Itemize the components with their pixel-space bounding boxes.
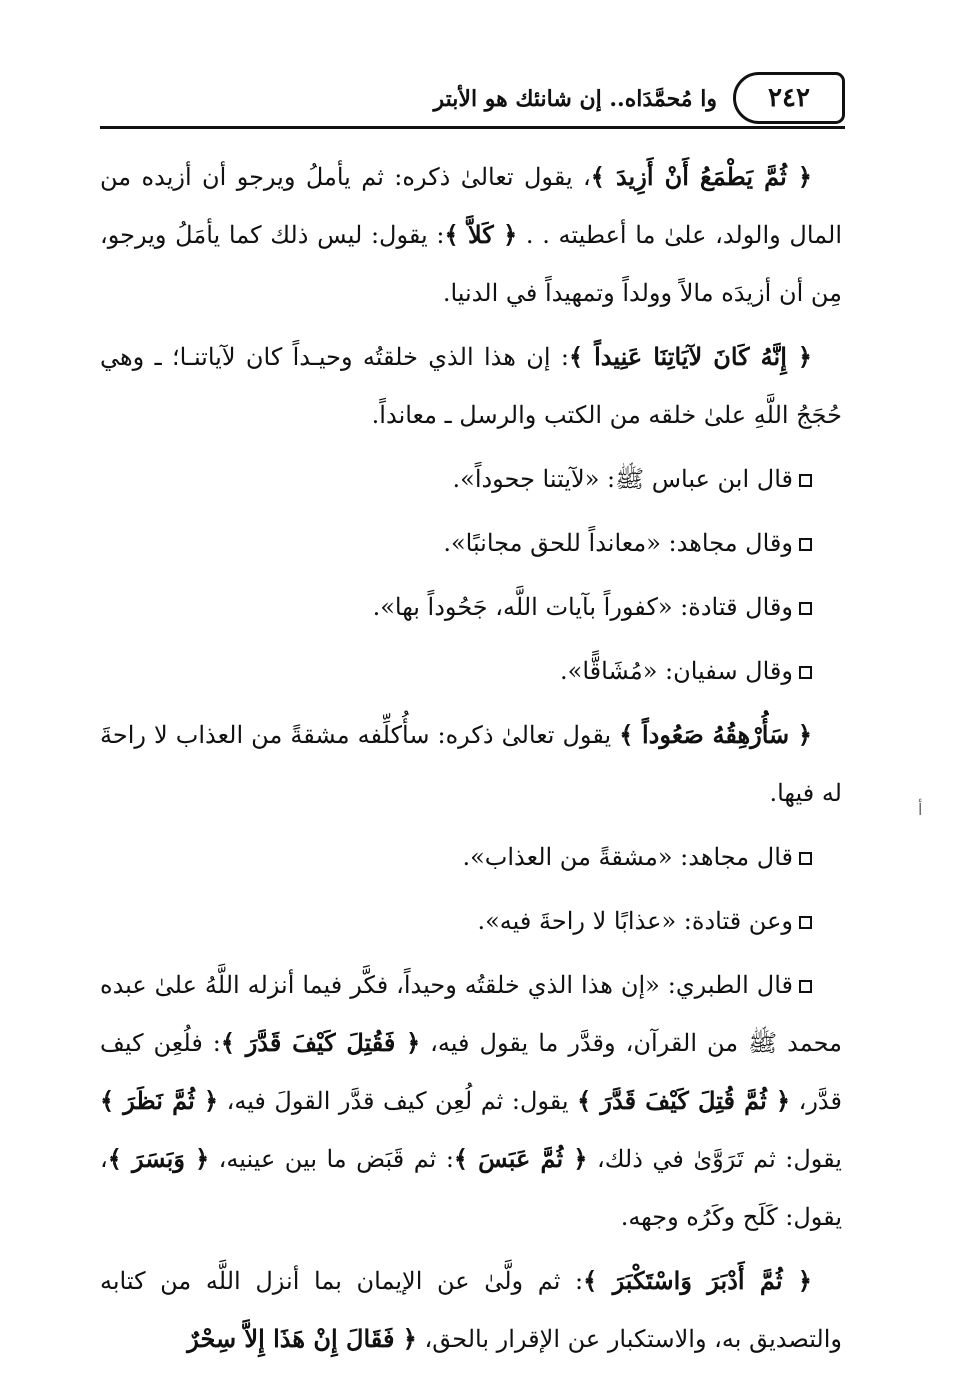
square-bullet-icon	[799, 666, 812, 679]
text-run: : ثم قَبَض ما بين عينيه،	[209, 1145, 454, 1173]
quote-item	[100, 578, 842, 636]
quran-verse: ﴿ سَأُرْهِقُهُ صَعُوداً ﴾	[619, 720, 812, 749]
paragraph	[100, 1252, 842, 1368]
square-bullet-icon	[799, 916, 812, 929]
quote-item	[100, 956, 842, 1246]
text-run: وقال قتادة: «كفوراً بآيات اللَّه، جَحُوداً بها».	[372, 593, 793, 621]
quran-verse: ﴿ ثُمَّ أَدْبَرَ وَاسْتَكْبَرَ ﴾	[583, 1266, 812, 1295]
text-run: ، يقول: كَلَح وكَرُه وجهه.	[100, 1145, 842, 1231]
text-run: وعن قتادة: «عذابًا لا راحةَ فيه».	[477, 907, 793, 935]
text-run: ، يقول تعالىٰ ذكره: ثم يأملُ ويرجو أن أزيده من المال والولد، علىٰ ما أعطيته . .	[100, 163, 842, 249]
quote-item	[100, 450, 842, 508]
paragraph	[100, 148, 842, 322]
quran-verse: ﴿ فَقَالَ إِنْ هَذَا إِلاَّ سِحْرٌ	[187, 1324, 417, 1353]
square-bullet-icon	[799, 980, 812, 993]
header-rule	[100, 126, 845, 129]
running-title: وا مُحمَّدَاه.. إن شانئك هو الأبتر	[433, 86, 717, 112]
text-run: : ثم ولَّىٰ عن الإيمان بما أنزل اللَّه من كتابه والتصديق به، والاستكبار عن الإقرار بالحق،	[100, 1267, 842, 1353]
square-bullet-icon	[799, 538, 812, 551]
paragraph	[100, 328, 842, 444]
text-run: : فلُعِن كيف قدَّر،	[100, 1029, 843, 1115]
quran-verse: ﴿ فَقُتِلَ كَيْفَ قَدَّرَ ﴾	[220, 1028, 421, 1057]
margin-mark: ﺃ	[918, 800, 923, 819]
quran-verse: ﴿ ثُمَّ نَظَرَ ﴾	[100, 1086, 219, 1115]
quran-verse: ﴿ كَلاَّ ﴾	[444, 220, 518, 249]
quran-verse: ﴿ إِنَّهُ كَانَ لآيَاتِنَا عَنِيداً ﴾	[568, 342, 812, 371]
quote-item	[100, 642, 842, 700]
paragraph	[100, 706, 842, 822]
text-run: يقول: ثم لُعِن كيف قدَّر القولَ فيه،	[218, 1087, 578, 1115]
quote-item	[100, 828, 842, 886]
text-run: قال ابن عباس ﷺ: «لآيتنا جحوداً».	[452, 465, 793, 493]
text-run: : يقول: ليس ذلك كما يأمَلُ ويرجو، مِن أن أزيدَه مالاً وولداً وتمهيداً في الدنيا.	[100, 221, 842, 307]
page-header	[100, 72, 845, 134]
text-run: وقال سفيان: «مُشَاقًّا».	[560, 657, 793, 685]
quran-verse: ﴿ وَبَسَرَ ﴾	[107, 1144, 210, 1173]
quran-verse: ﴿ ثُمَّ يَطْمَعُ أَنْ أَزِيدَ ﴾	[590, 162, 812, 191]
text-run: يقول تعالىٰ ذكره: سأُكلِّفه مشقةً من العذاب لا راحةَ له فيها.	[100, 721, 842, 807]
body-text	[100, 148, 842, 1374]
square-bullet-icon	[799, 602, 812, 615]
quote-item	[100, 514, 842, 572]
text-run: وقال مجاهد: «معانداً للحق مجانبًا».	[443, 529, 793, 557]
square-bullet-icon	[799, 852, 812, 865]
text-run: : إن هذا الذي خلقتُه وحيـداً كان لآياتنـا؛ ـ وهي حُجَجُ اللَّهِ علىٰ خلقه من الكتب والرسل ـ معانداً.	[100, 343, 842, 429]
text-run: قال الطبري: «إن هذا الذي خلقتُه وحيداً، فكَّر فيما أنزله اللَّهُ علىٰ عبده محمد ﷺ من القرآن، وقدَّر ما يقول فيه،	[100, 971, 842, 1057]
quote-item	[100, 892, 842, 950]
square-bullet-icon	[799, 474, 812, 487]
quran-verse: ﴿ ثُمَّ عَبَسَ ﴾	[453, 1144, 588, 1173]
text-run: قال مجاهد: «مشقةً من العذاب».	[462, 843, 793, 871]
page-number: ٢٤٢	[733, 72, 845, 124]
quran-verse: ﴿ ثُمَّ قُتِلَ كَيْفَ قَدَّرَ ﴾	[577, 1086, 791, 1115]
text-run: يقول: ثم تَرَوَّىٰ في ذلك،	[587, 1145, 842, 1173]
